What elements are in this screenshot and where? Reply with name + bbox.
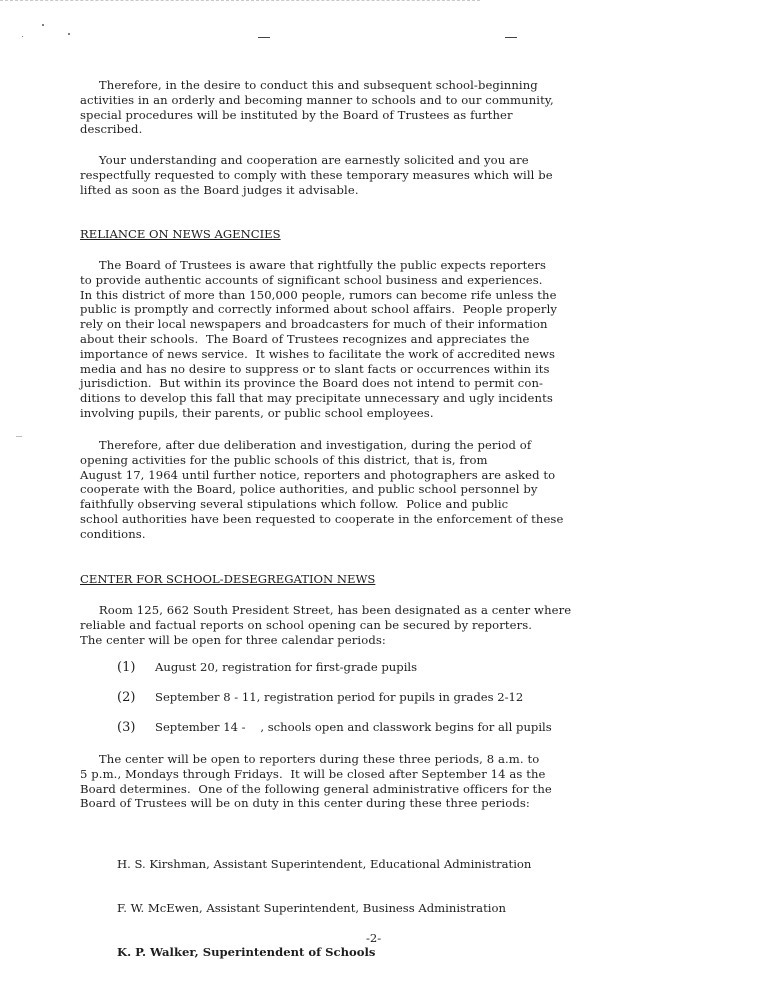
list-text: September 8 - 11, registration period for pupils in grades 2-12: [155, 690, 524, 704]
paragraph-hours: The center will be open to reporters during these three periods, 8 a.m. to 5 p.m., Mondays through Fridays. It will be closed after September 14 as the Board determines. One of the following general administrative officers for the Board of Trustees will be on duty in this center during these three periods:: [80, 752, 552, 811]
paragraph-therefore: Therefore, after due deliberation and investigation, during the period of opening activities for the public schools of this district, that is, from August 17, 1964 until further notice, reporters and photographers are asked to cooperate with the Board, police authorities, and public school personnel by faithfully observing several stipulations which follow. Police and public school authorities have been requested to cooperate in the enforcement of these conditions.: [80, 438, 564, 541]
officer-kirshman: H. S. Kirshman, Assistant Superintendent, Educational Administration: [117, 856, 532, 871]
scan-speck: [68, 33, 70, 35]
header-tick-mark: [258, 37, 270, 38]
paragraph-reliance: The Board of Trustees is aware that rightfully the public expects reporters to provide authentic accounts of significant school business and experiences. In this district of more than 150,000 people, rumors can become rife unless the public is promptly and correctly informed about school affairs. People properly rely on their local newspapers and broadcasters for much of their information about their schools. The Board of Trustees recognizes and appreciates the importance of news service. It wishes to facilitate the work of accredited news media and has no desire to suppress or to slant facts or occurrences within its jurisdiction. But within its province the Board does not intend to permit con- ditions to develop this fall that may precipitate unnecessary and ugly incidents involving pupils, their parents, or public school employees.: [80, 258, 558, 420]
paragraph-intro: Therefore, in the desire to conduct this and subsequent school-beginning activities in an orderly and becoming manner to schools and to our community, special procedures will be instituted by the Board of Trustees as further described.: [80, 78, 554, 137]
list-number: (1): [117, 660, 136, 675]
margin-mark: [16, 436, 22, 437]
scan-speck: [22, 36, 23, 37]
top-edge-dashes: [0, 0, 480, 1]
list-item-period-2: [117, 690, 523, 705]
paragraph-center: Room 125, 662 South President Street, has been designated as a center where reliable and factual reports on school opening can be secured by reporters. The center will be open for three calendar periods:: [80, 603, 572, 647]
list-number: (3): [117, 720, 136, 735]
list-number: (2): [117, 690, 136, 705]
list-text: September 14 - , schools open and classwork begins for all pupils: [155, 720, 552, 734]
section-heading-reliance: RELIANCE ON NEWS AGENCIES: [80, 227, 281, 241]
list-item-period-1: [117, 660, 417, 675]
officer-list: [117, 827, 531, 990]
paragraph-understanding: Your understanding and cooperation are earnestly solicited and you are respectfully requested to comply with these temporary measures which will be lifted as soon as the Board judges it advisable.: [80, 153, 553, 197]
officer-walker: K. P. Walker, Superintendent of Schools: [117, 945, 376, 960]
scan-speck: [42, 24, 44, 26]
list-text: August 20, registration for first-grade pupils: [155, 660, 418, 674]
page-number: -2-: [366, 931, 382, 945]
officer-mcewen: F. W. McEwen, Assistant Superintendent, Business Administration: [117, 900, 506, 915]
section-heading-center: CENTER FOR SCHOOL-DESEGREGATION NEWS: [80, 572, 376, 586]
header-tick-mark: [505, 37, 517, 38]
list-item-period-3: [117, 720, 552, 735]
